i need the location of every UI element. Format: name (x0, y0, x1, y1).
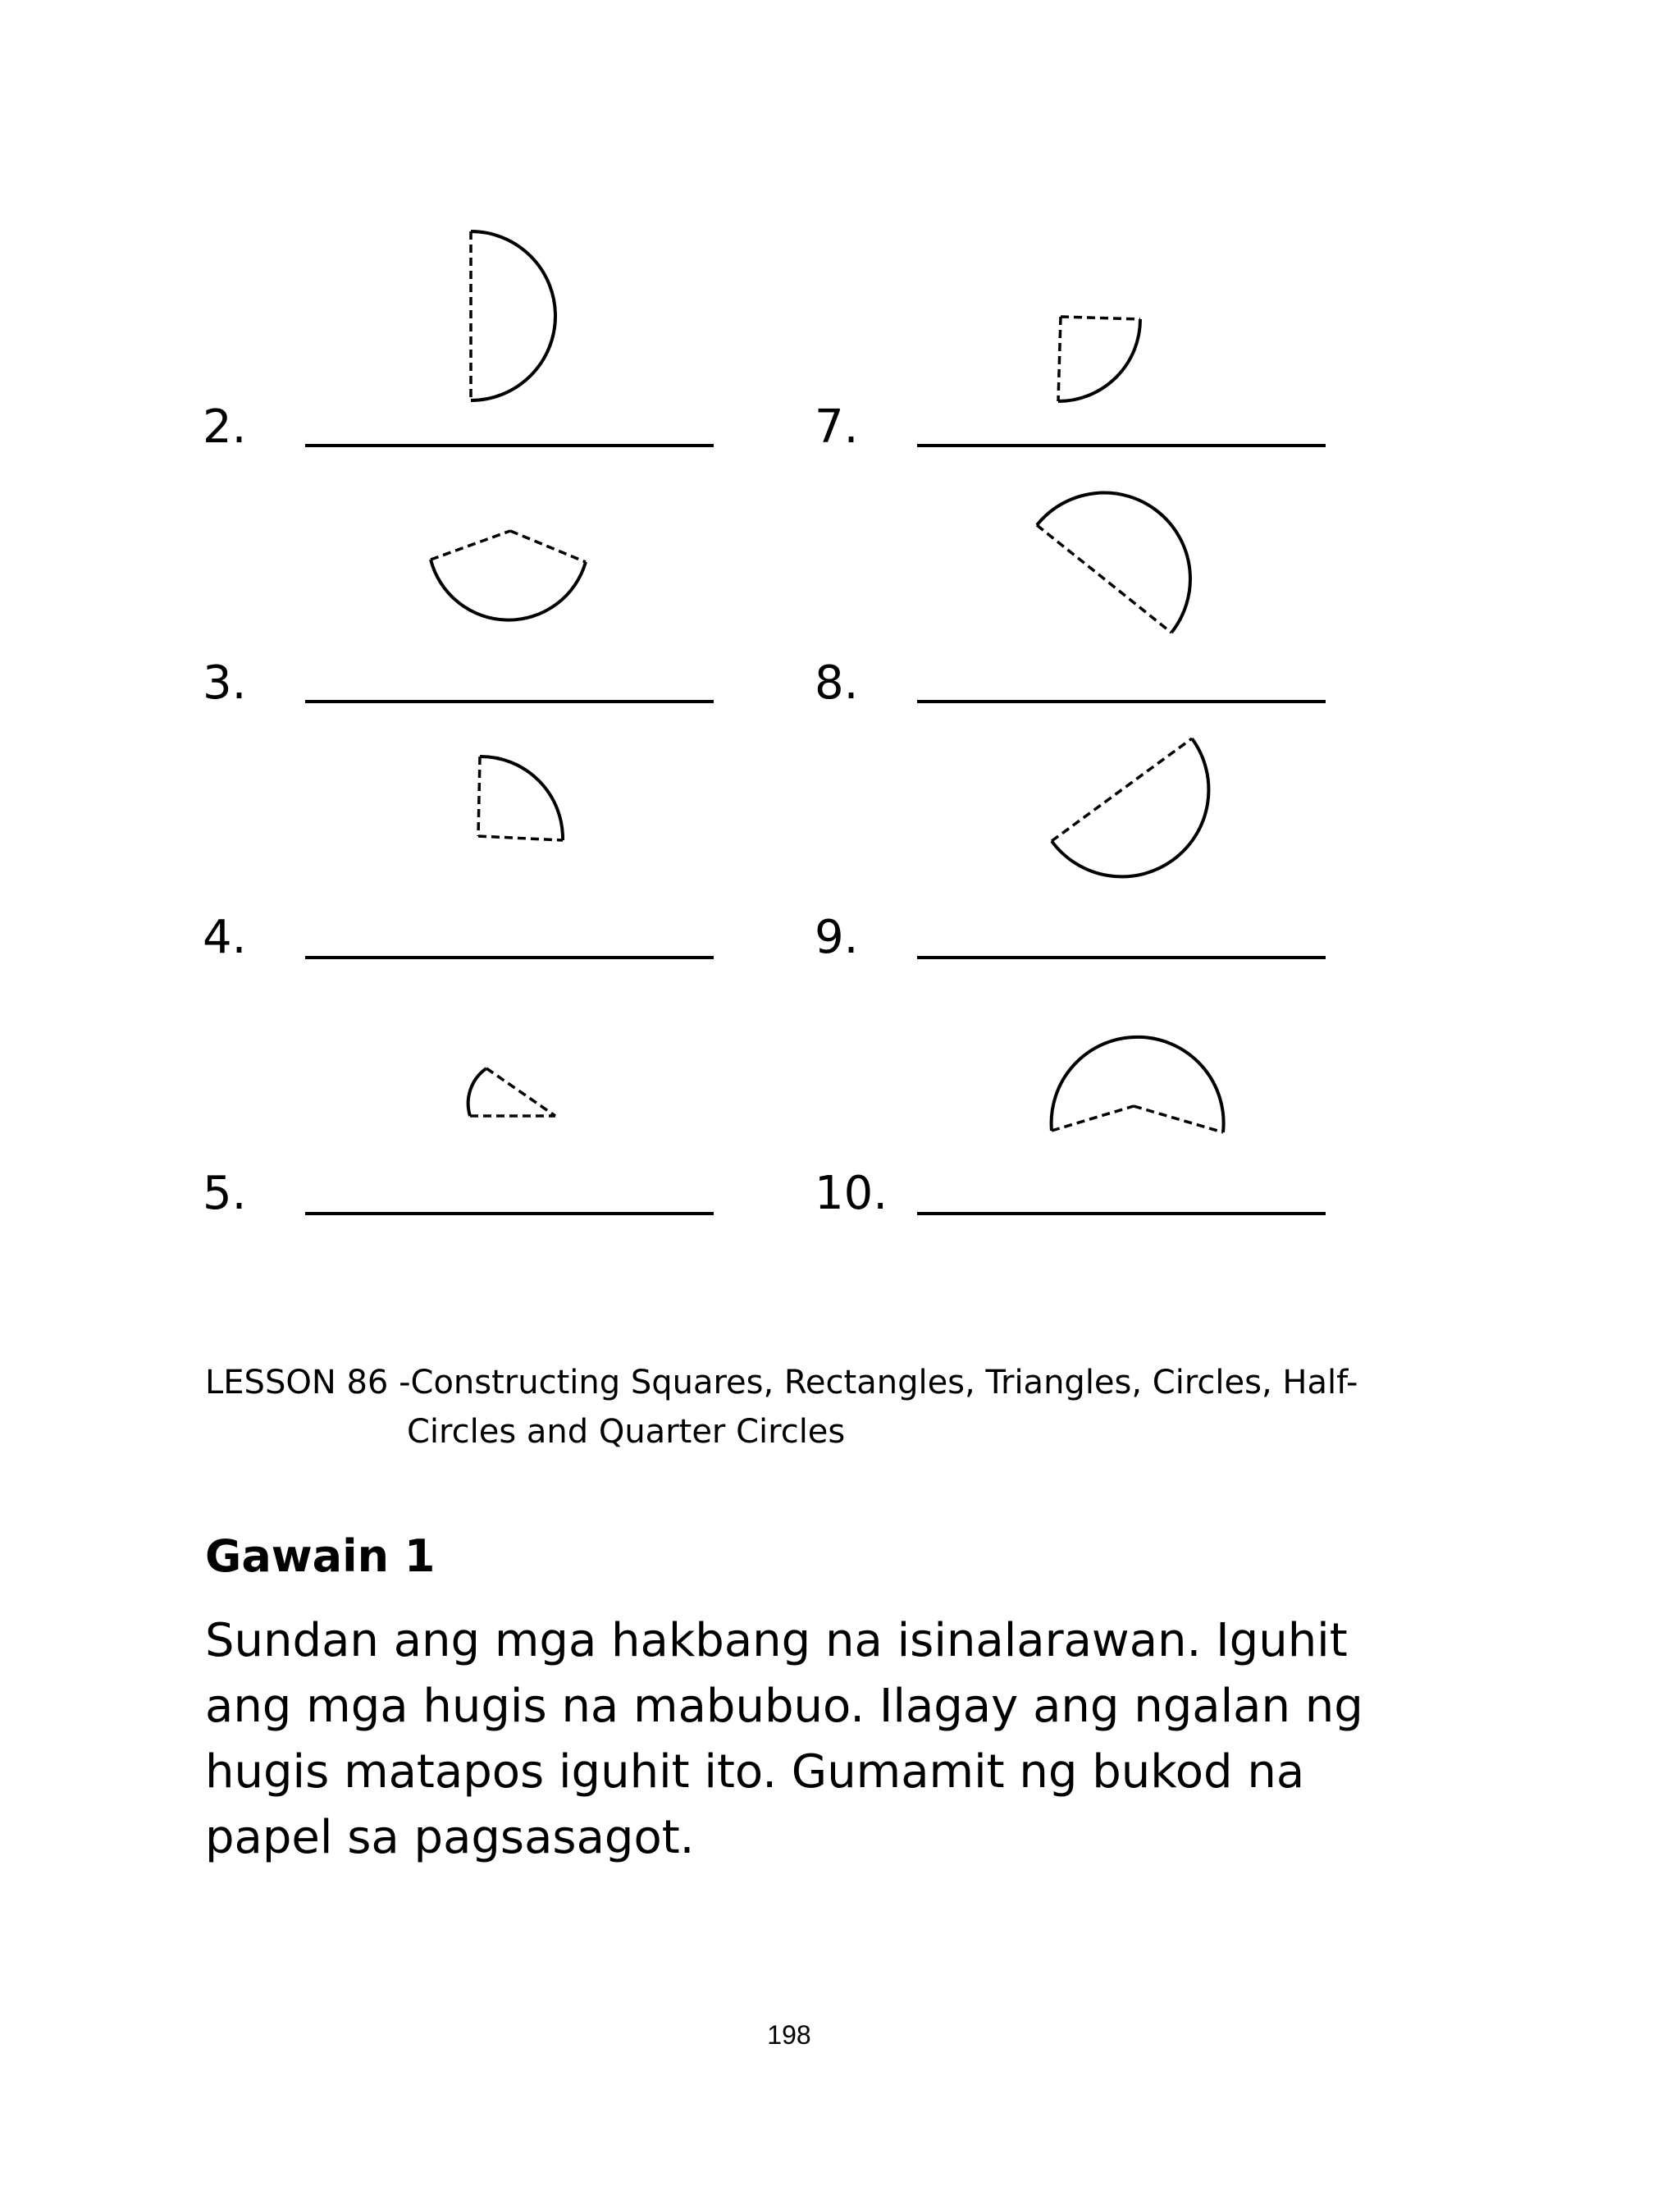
answer-line-8[interactable] (917, 700, 1326, 703)
answer-line-10[interactable] (917, 1212, 1326, 1215)
item-number-4: 4. (203, 911, 247, 964)
lesson-heading-line-2: Circles and Quarter Circles (407, 1413, 846, 1451)
sector-shape-10 (1042, 1022, 1239, 1145)
item-number-2: 2. (203, 400, 247, 454)
answer-line-2[interactable] (305, 444, 714, 447)
sector-shape-3 (418, 517, 607, 624)
item-number-9: 9. (815, 911, 859, 964)
answer-line-9[interactable] (917, 956, 1326, 959)
quarter-circle-shape-4 (463, 738, 578, 853)
half-circle-shape-9 (1038, 726, 1218, 882)
lesson-heading (205, 1358, 1358, 1456)
answer-line-3[interactable] (305, 700, 714, 703)
item-number-3: 3. (203, 656, 247, 710)
item-number-7: 7. (815, 400, 859, 454)
item-number-5: 5. (203, 1167, 247, 1220)
half-circle-shape-8 (1025, 484, 1206, 648)
half-circle-shape-2 (443, 222, 591, 418)
item-number-10: 10. (815, 1167, 888, 1220)
answer-line-4[interactable] (305, 956, 714, 959)
lesson-heading-line-1: LESSON 86 -Constructing Squares, Rectangles, Triangles, Circles, Half- (205, 1364, 1358, 1401)
activity-instructions: Sundan ang mga hakbang na isinalarawan. Iguhit ang mga hugis na mabubuo. Ilagay ang ngalan ng hugis matapos iguhit ito. Gumamit ng bukod na papel sa pagsasagot. (205, 1614, 1363, 1864)
sector-shape-5 (455, 1050, 562, 1124)
quarter-circle-shape-7 (1046, 304, 1161, 410)
answer-line-5[interactable] (305, 1212, 714, 1215)
answer-line-7[interactable] (917, 444, 1326, 447)
activity-title: Gawain 1 (205, 1530, 436, 1582)
item-number-8: 8. (815, 656, 859, 710)
page-number: 198 (767, 2020, 811, 2050)
